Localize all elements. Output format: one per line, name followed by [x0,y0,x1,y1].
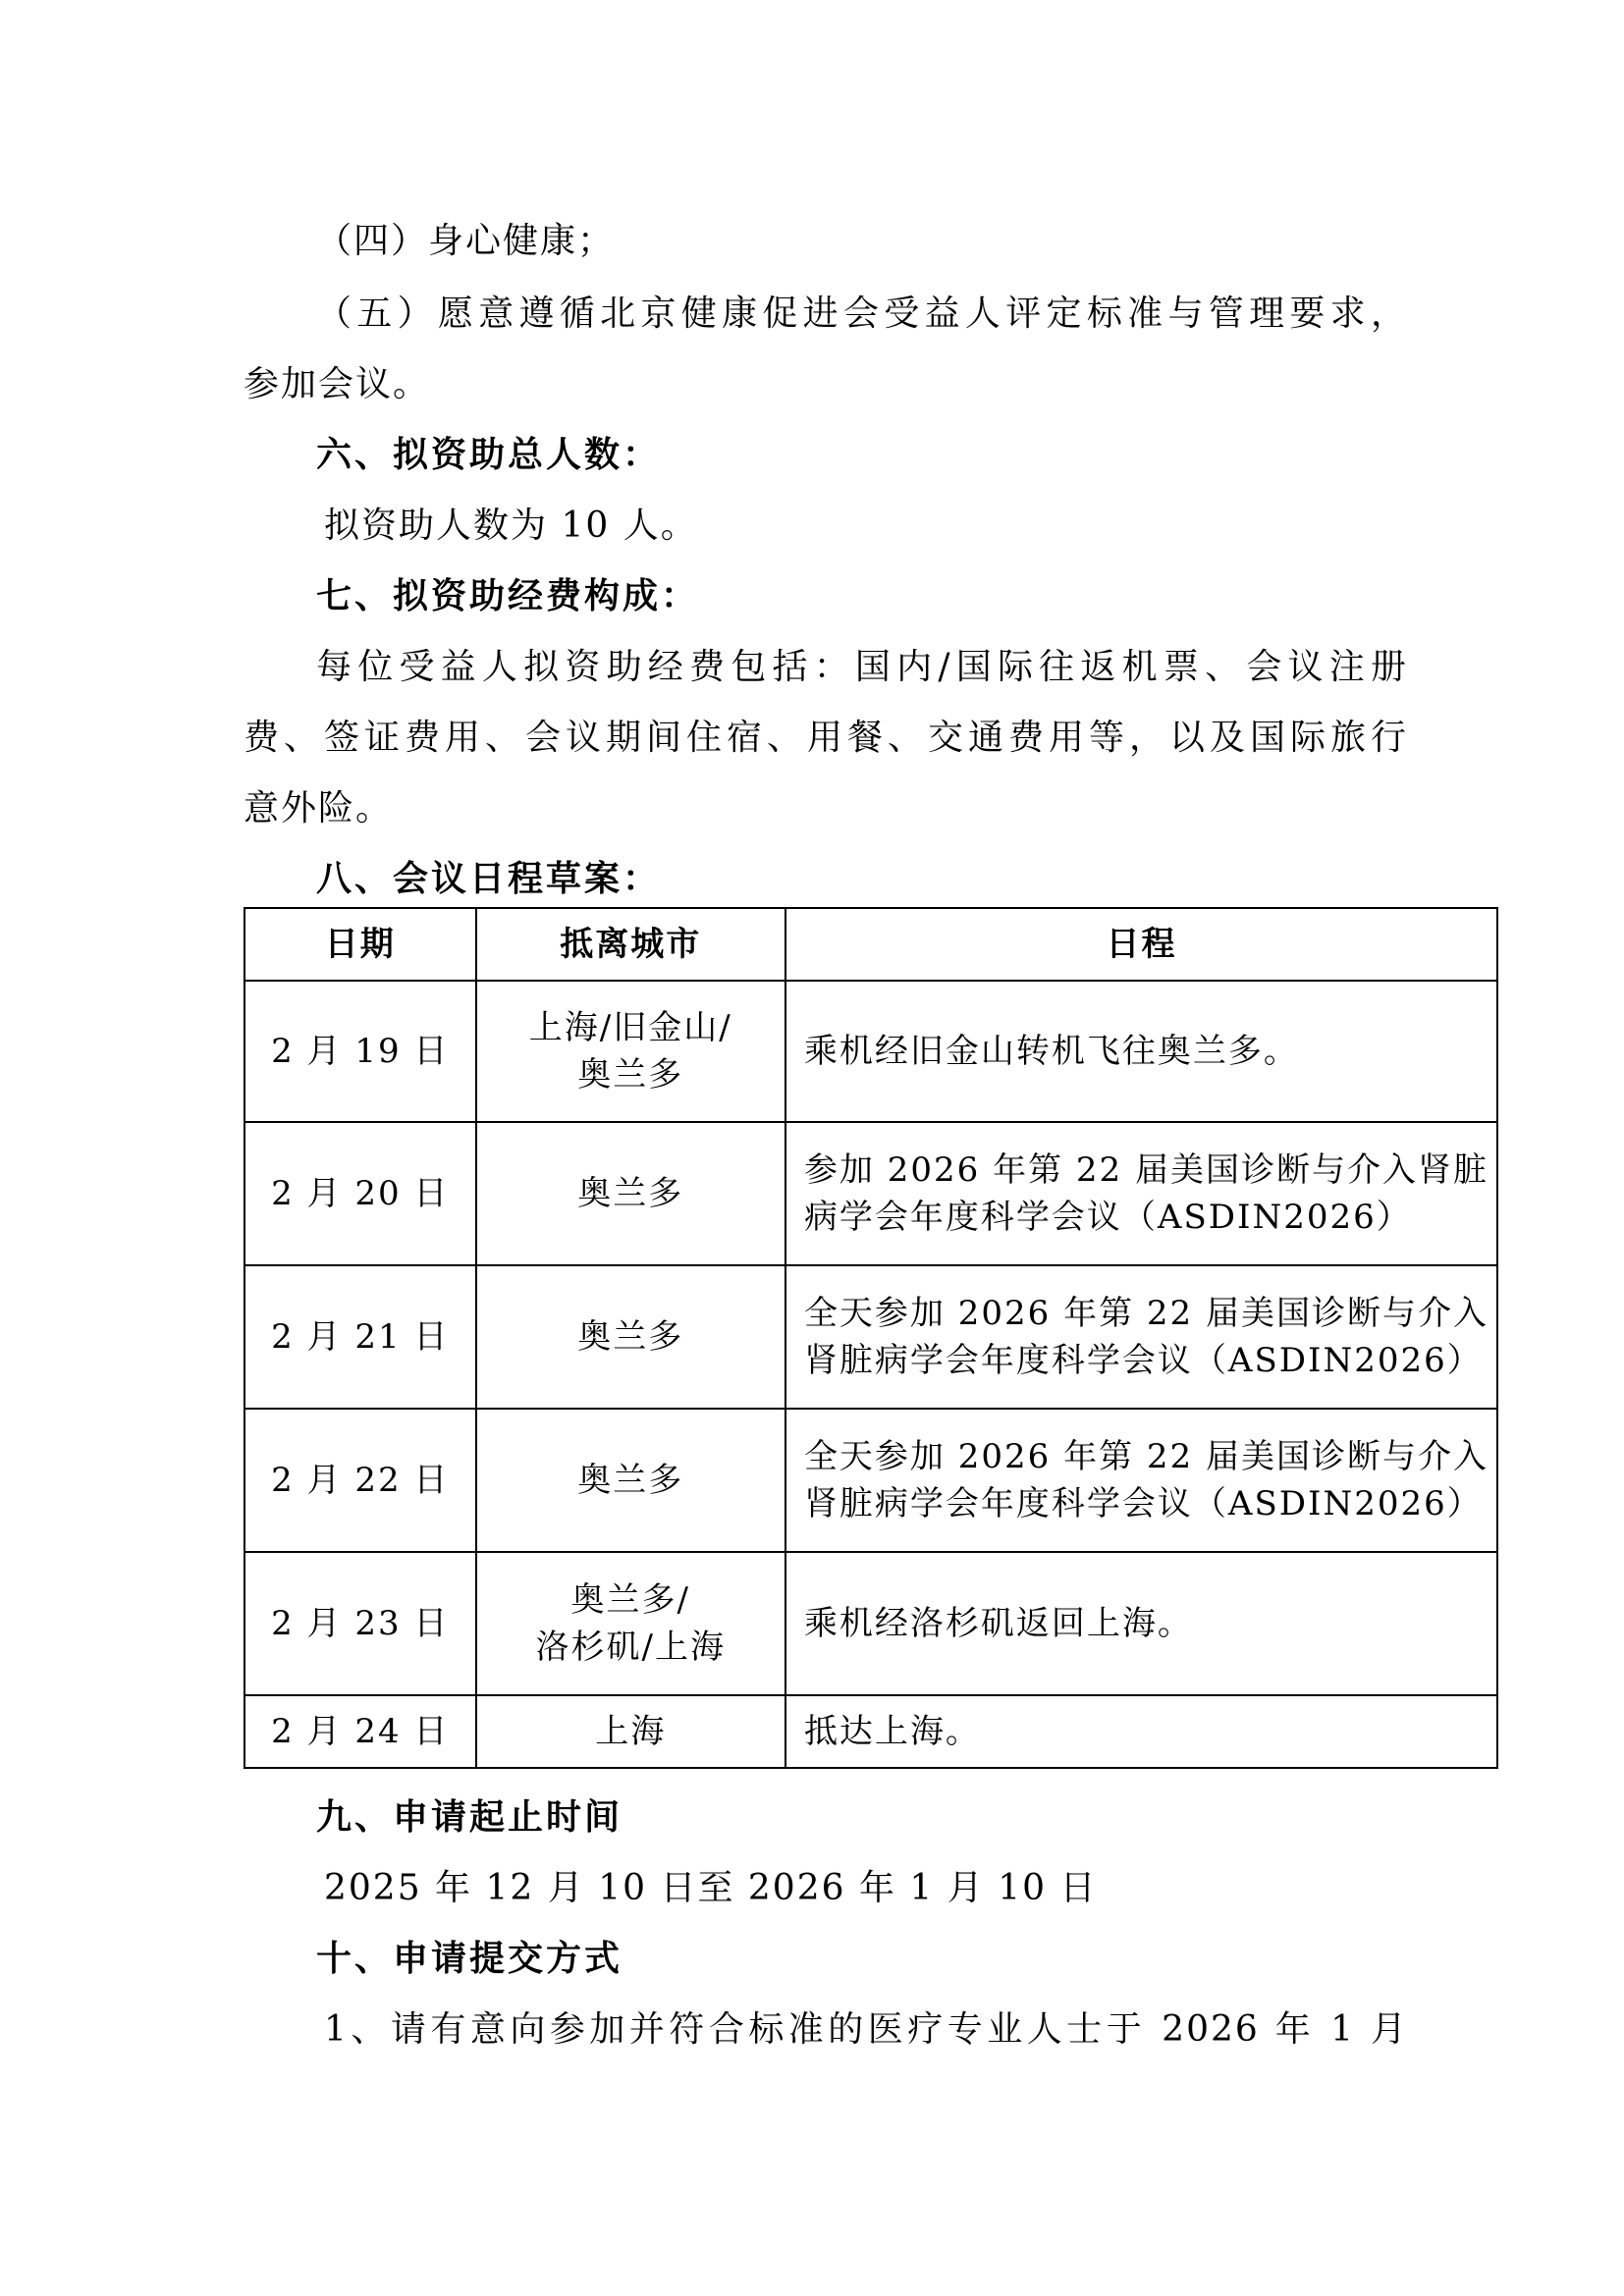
section-6-heading: 六、拟资助总人数： [316,435,662,475]
header-city: 抵离城市 [476,908,785,981]
item-5-line-1: （五）愿意遵循北京健康促进会受益人评定标准与管理要求， [316,294,1408,334]
city-cell [476,1265,785,1409]
header-date: 日期 [244,908,476,981]
table-row [244,1122,1497,1265]
section-8-heading: 八、会议日程草案： [316,859,662,899]
item-5-line-2: 参加会议。 [244,364,431,404]
schedule-cell [785,981,1497,1122]
city-line: 奥兰多 [577,1317,684,1357]
city-cell [476,981,785,1122]
schedule-line: 抵达上海。 [803,1712,981,1751]
city-line: 上海/旧金山/ [528,1008,732,1047]
item-4: （四）身心健康； [316,221,616,261]
date-cell: 2 月 19 日 [244,981,476,1122]
city-line: 奥兰多/ [570,1580,690,1620]
city-cell [476,1695,785,1768]
table-row [244,1265,1497,1409]
city-cell [476,1409,785,1552]
header-schedule: 日程 [785,908,1497,981]
schedule-cell [785,1265,1497,1409]
section-9-heading: 九、申请起止时间 [316,1797,623,1838]
city-cell [476,1122,785,1265]
city-line: 奥兰多 [577,1461,684,1500]
city-line: 奥兰多 [577,1055,684,1095]
section-10-line-1: 1、请有意向参加并符合标准的医疗专业人士于 2026 年 1 月 [324,2009,1408,2050]
date-cell: 2 月 20 日 [244,1122,476,1265]
section-7-heading: 七、拟资助经费构成： [316,576,700,616]
schedule-cell [785,1122,1497,1265]
date-cell: 2 月 24 日 [244,1695,476,1768]
table-row [244,1409,1497,1552]
table-row [244,1695,1497,1768]
date-cell: 2 月 23 日 [244,1552,476,1695]
section-7-line-1: 每位受益人拟资助经费包括：国内/国际往返机票、会议注册 [316,647,1408,687]
schedule-line: 全天参加 2026 年第 22 届美国诊断与介入 [803,1437,1489,1476]
section-10-heading: 十、申请提交方式 [316,1939,623,1979]
table-row [244,981,1497,1122]
section-7-line-3: 意外险。 [244,788,394,828]
city-line: 奥兰多 [577,1174,684,1213]
schedule-line: 肾脏病学会年度科学会议（ASDIN2026） [803,1484,1483,1523]
schedule-cell [785,1409,1497,1552]
table-row [244,1552,1497,1695]
date-cell: 2 月 22 日 [244,1409,476,1552]
schedule-line: 乘机经旧金山转机飞往奥兰多。 [803,1032,1299,1071]
city-line: 上海 [595,1712,667,1751]
schedule-line: 病学会年度科学会议（ASDIN2026） [803,1198,1412,1237]
schedule-cell [785,1552,1497,1695]
schedule-line: 肾脏病学会年度科学会议（ASDIN2026） [803,1341,1483,1380]
schedule-line: 乘机经洛杉矶返回上海。 [803,1604,1193,1643]
date-cell: 2 月 21 日 [244,1265,476,1409]
city-cell [476,1552,785,1695]
schedule-cell [785,1695,1497,1768]
section-7-line-2: 费、签证费用、会议期间住宿、用餐、交通费用等，以及国际旅行 [244,718,1408,758]
schedule-line: 全天参加 2026 年第 22 届美国诊断与介入 [803,1294,1489,1333]
schedule-table [244,907,1498,1769]
schedule-line: 参加 2026 年第 22 届美国诊断与介入肾脏 [803,1150,1489,1190]
table-header-row [244,908,1497,981]
city-line: 洛杉矶/上海 [535,1628,726,1667]
section-6-text: 拟资助人数为 10 人。 [324,506,698,546]
section-9-text: 2025 年 12 月 10 日至 2026 年 1 月 10 日 [324,1868,1098,1908]
